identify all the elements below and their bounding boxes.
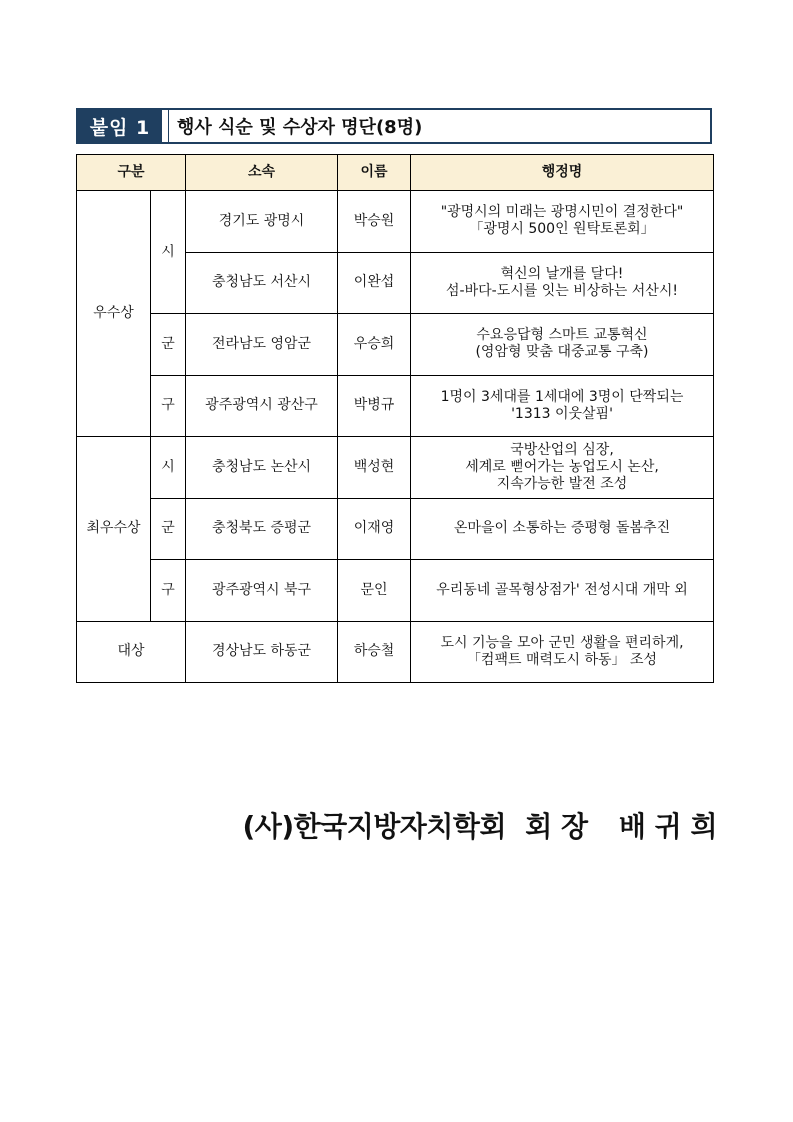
header-policy: 행정명 — [411, 155, 714, 191]
header-affiliation: 소속 — [186, 155, 338, 191]
table-row — [77, 375, 714, 437]
policy-line: 도시 기능을 모아 군민 생활을 편리하게, — [440, 634, 684, 651]
policy-cell — [411, 621, 714, 683]
subtype-gu: 구 — [151, 375, 186, 437]
affiliation-cell: 충청북도 증평군 — [186, 498, 338, 560]
subtype-gun: 군 — [151, 314, 186, 376]
awardees-table — [76, 154, 714, 683]
name-cell: 이재영 — [338, 498, 411, 560]
name-cell: 이완섭 — [338, 252, 411, 314]
policy-line: 1명이 3세대를 1세대에 3명이 단짝되는 — [440, 388, 684, 405]
policy-cell — [411, 498, 714, 560]
affiliation-cell: 경기도 광명시 — [186, 191, 338, 253]
policy-line: '1313 이웃살핌' — [511, 405, 613, 422]
affiliation-cell: 전라남도 영암군 — [186, 314, 338, 376]
policy-line: 수요응답형 스마트 교통혁신 — [476, 327, 648, 344]
table-row — [77, 560, 714, 622]
policy-line: 세계로 뻗어가는 농업도시 논산, — [465, 458, 659, 475]
policy-line: 온마을이 소통하는 증평형 돌봄추진 — [453, 520, 671, 537]
name-cell: 박승원 — [338, 191, 411, 253]
policy-cell — [411, 252, 714, 314]
affiliation-cell: 광주광역시 광산구 — [186, 375, 338, 437]
policy-line: 섬-바다-도시를 잇는 비상하는 서산시! — [446, 282, 678, 299]
policy-line: 국방산업의 심장, — [510, 441, 614, 458]
policy-line: 혁신의 날개를 달다! — [500, 265, 624, 282]
president-name: 배 귀 희 — [618, 810, 717, 843]
signature-line — [242, 805, 717, 845]
table-row — [77, 314, 714, 376]
header-category: 구분 — [77, 155, 186, 191]
policy-line: 우리동네 골목형상점가' 전성시대 개막 외 — [436, 581, 688, 598]
table-row — [77, 437, 714, 499]
subtype-si: 시 — [151, 437, 186, 499]
policy-cell — [411, 560, 714, 622]
name-cell: 우승희 — [338, 314, 411, 376]
policy-cell — [411, 314, 714, 376]
subtype-si: 시 — [151, 191, 186, 314]
table-row — [77, 498, 714, 560]
group-top-excellence: 최우수상 — [77, 437, 151, 622]
organization-name: (사)한국지방자치학회 — [242, 810, 506, 843]
name-cell: 문인 — [338, 560, 411, 622]
table-row — [77, 621, 714, 683]
attachment-badge: 붙임 1 — [78, 110, 162, 142]
subtype-gun: 군 — [151, 498, 186, 560]
subtype-gu: 구 — [151, 560, 186, 622]
table-row — [77, 191, 714, 253]
affiliation-cell: 경상남도 하동군 — [186, 621, 338, 683]
name-cell: 박병규 — [338, 375, 411, 437]
header-name: 이름 — [338, 155, 411, 191]
policy-line: (영암형 맞춤 대중교통 구축) — [475, 344, 649, 361]
table-header-row — [77, 155, 714, 191]
affiliation-cell: 충청남도 논산시 — [186, 437, 338, 499]
position-title: 회 장 — [525, 810, 588, 843]
policy-cell — [411, 437, 714, 499]
name-cell: 백성현 — [338, 437, 411, 499]
policy-cell — [411, 191, 714, 253]
policy-line: 「컴팩트 매력도시 하동」 조성 — [466, 651, 658, 668]
policy-line: "광명시의 미래는 광명시민이 결정한다" — [440, 204, 684, 221]
policy-line: 「광명시 500인 원탁토론회」 — [469, 221, 655, 238]
section-title: 행사 식순 및 수상자 명단(8명) — [168, 110, 422, 142]
group-excellence: 우수상 — [77, 191, 151, 437]
affiliation-cell: 광주광역시 북구 — [186, 560, 338, 622]
group-grand: 대상 — [77, 621, 186, 683]
affiliation-cell: 충청남도 서산시 — [186, 252, 338, 314]
policy-cell — [411, 375, 714, 437]
section-title-bar — [76, 108, 712, 144]
policy-line: 지속가능한 발전 조성 — [496, 475, 628, 492]
name-cell: 하승철 — [338, 621, 411, 683]
